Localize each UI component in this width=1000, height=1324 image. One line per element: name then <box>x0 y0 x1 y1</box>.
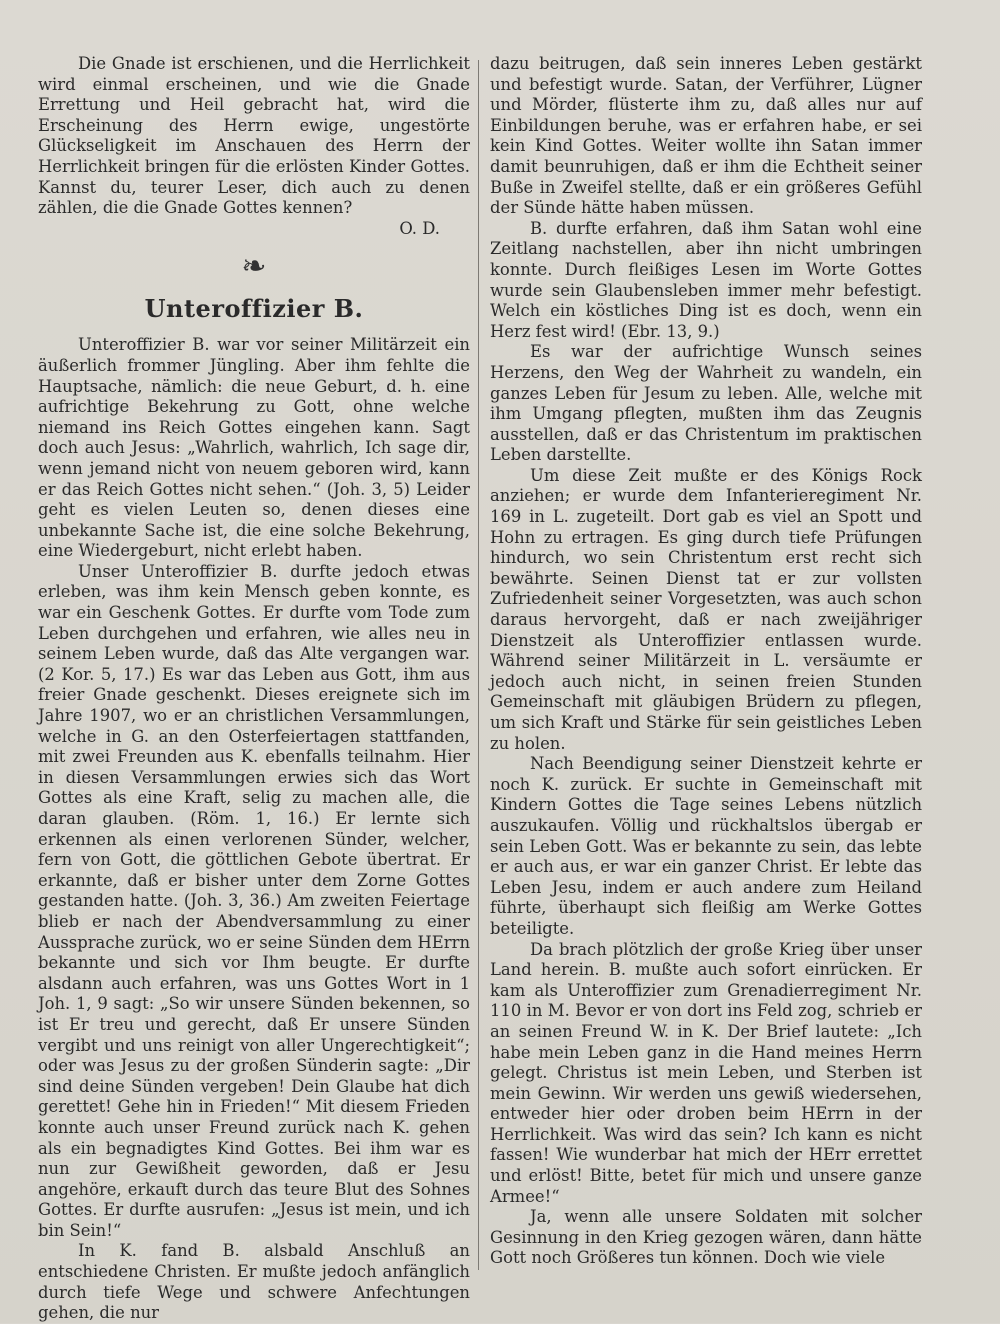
left-column <box>38 54 470 1324</box>
ornament-icon: ❧ <box>241 249 267 285</box>
paragraph: Unser Unteroffizier B. durfte jedoch etwas erleben, was ihm kein Mensch geben konnte, es war ein Geschenk Gottes. Er durfte vom Tode zum Leben durchgehen und erfahren, wie alles neu in seinem Leben wurde, daß das Alte vergangen war. (2 Kor. 5, 17.) Es war das Leben aus Gott, ihm aus freier Gnade geschenkt. Dieses ereignete sich im Jahre 1907, wo er an christlichen Versammlungen, welche in G. an den Osterfeiertagen stattfanden, mit zwei Freunden aus K. ebenfalls teilnahm. Hier in diesen Versammlungen erwies sich das Wort Gottes als eine Kraft, selig zu machen alle, die daran glauben. (Röm. 1, 16.) Er lernte sich erkennen als einen verlorenen Sünder, welcher, fern von Gott, die göttlichen Gebote übertrat. Er erkannte, daß er bisher unter dem Zorne Gottes gestanden hatte. (Joh. 3, 36.) Am zweiten Feiertage blieb er nach der Abendversammlung zu einer Aussprache zurück, wo er seine Sünden dem HErrn bekannte und sich vor Ihm beugte. Er durfte alsdann auch erfahren, was uns Gottes Wort in 1 Joh. 1, 9 sagt: „So wir unsere Sünden bekennen, so ist Er treu und gerecht, daß Er unsere Sünden vergibt und uns reinigt von aller Ungerechtigkeit“; oder was Jesus zu der großen Sünderin sagte: „Dir sind deine Sünden vergeben! Dein Glaube hat dich gerettet! Gehe hin in Frieden!“ Mit diesem Frieden konnte auch unser Freund zurück nach K. gehen als ein begnadigtes Kind Gottes. Bei ihm war es nun zur Gewißheit geworden, daß er Jesu angehöre, erkauft durch das teure Blut des Sohnes Gottes. Er durfte ausrufen: „Jesus ist mein, und ich bin Sein!“ <box>38 561 470 1240</box>
paragraph: Um diese Zeit mußte er des Königs Rock anziehen; er wurde dem Infanterieregiment Nr. 169 in L. zugeteilt. Dort gab es viel an Spott und Hohn zu ertragen. Es ging durch tiefe Prüfungen hindurch, wo sein Christentum erst recht sich bewährte. Seinen Dienst tat er zur vollsten Zufriedenheit seiner Vorgesetzten, was auch schon daraus hervorgeht, daß er nach zweijähriger Dienstzeit als Unteroffizier entlassen wurde. Während seiner Militärzeit in L. versäumte er jedoch auch nicht, in seinen freien Stunden Gemeinschaft mit gläubigen Brüdern zu pflegen, um sich Kraft und Stärke für sein geistliches Leben zu holen. <box>490 465 922 753</box>
paragraph: Unteroffizier B. war vor seiner Militärzeit ein äußerlich frommer Jüngling. Aber ihm fehlte die Hauptsache, nämlich: die neue Geburt, d. h. eine aufrichtige Bekehrung zu Gott, ohne welche niemand ins Reich Gottes eingehen kann. Sagt doch auch Jesus: „Wahrlich, wahrlich, Ich sage dir, wenn jemand nicht von neuem geboren wird, kann er das Reich Gottes nicht sehen.“ (Joh. 3, 5) Leider geht es vielen Leuten so, denen dieses eine unbekannte Sache ist, die eine solche Bekehrung, eine Wiedergeburt, nicht erlebt haben. <box>38 335 470 561</box>
paragraph: B. durfte erfahren, daß ihm Satan wohl eine Zeitlang nachstellen, aber ihn nicht umbringen konnte. Durch fleißiges Lesen im Worte Gottes wurde sein Glaubensleben immer mehr befestigt. Welch ein köstliches Ding ist es doch, wenn ein Herz fest wird! (Ebr. 13, 9.) <box>490 218 922 341</box>
paragraph: Ja, wenn alle unsere Soldaten mit solcher Gesinnung in den Krieg gezogen wären, dann hätte Gott noch Größeres tun können. Doch wie viele <box>490 1207 922 1268</box>
column-divider <box>478 60 479 1270</box>
paragraph: Nach Beendigung seiner Dienstzeit kehrte er noch K. zurück. Er suchte in Gemeinschaft mit Kindern Gottes die Tage seines Lebens nützlich auszukaufen. Völlig und rückhaltslos übergab er sein Leben Gott. Was er bekannte zu sein, das lebte er auch aus, er war ein ganzer Christ. Er lebte das Leben Jesu, indem er auch andere zum Heiland führte, überhaupt sich fleißig am Werke Gottes beteiligte. <box>490 754 922 938</box>
paragraph: In K. fand B. alsbald Anschluß an entschiedene Christen. Er mußte jedoch anfänglich durch tiefe Wege und schwere Anfechtungen gehen, die nur <box>38 1241 470 1323</box>
paragraph: Da brach plötzlich der große Krieg über unser Land herein. B. mußte auch sofort einrücken. Er kam als Unteroffizier zum Grenadierregiment Nr. 110 in M. Bevor er von dort ins Feld zog, schrieb er an seinen Freund W. in K. Der Brief lautete: „Ich habe mein Leben ganz in die Hand meines Herrn gelegt. Christus ist mein Leben, und Sterben ist mein Gewinn. Wir werden uns gewiß wiedersehen, entweder hier oder droben beim HErrn in der Herrlichkeit. Was wird das sein? Ich kann es nicht fassen! Wie wunderbar hat mich der HErr errettet und erlöst! Bitte, betet für mich und unsere ganze Armee!“ <box>490 939 922 1206</box>
signature: O. D. <box>399 218 440 238</box>
paragraph: dazu beitrugen, daß sein inneres Leben gestärkt und befestigt wurde. Satan, der Verführer, Lügner und Mörder, flüsterte ihm zu, daß alles nur auf Einbildungen beruhe, was er erfahren habe, er sei kein Kind Gottes. Weiter wollte ihn Satan immer damit beunruhigen, daß er ihm die Echtheit seiner Buße in Zweifel stellte, daß er ein größeres Gefühl der Sünde hätte haben müssen. <box>490 54 922 218</box>
article-heading: Unteroffizier B. <box>144 294 364 324</box>
paragraph: Es war der aufrichtige Wunsch seines Herzens, den Weg der Wahrheit zu wandeln, ein ganzes Leben für Jesum zu leben. Alle, welche mit ihm Umgang pflegten, mußten ihm das Zeugnis ausstellen, daß er das Christentum im praktischen Leben darstellte. <box>490 342 922 465</box>
right-column <box>490 54 922 1269</box>
intro-paragraph: Die Gnade ist erschienen, und die Herrlichkeit wird einmal erscheinen, und wie die Gnade Errettung und Heil gebracht hat, wird die Erscheinung des Herrn ewige, ungestörte Glückseligkeit im Anschauen des Herrn der Herrlichkeit bringen für die erlösten Kinder Gottes. Kannst du, teurer Leser, dich auch zu denen zählen, die die Gnade Gottes kennen? <box>38 54 470 218</box>
